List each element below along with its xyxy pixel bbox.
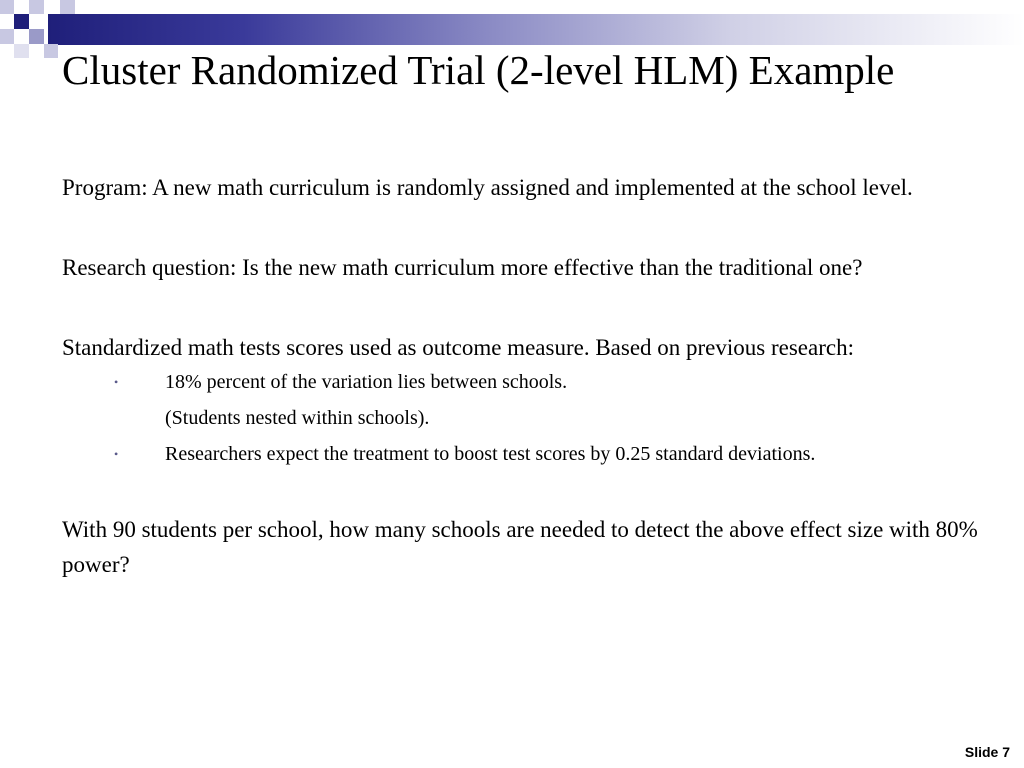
decor-square	[29, 29, 44, 44]
list-item-text: 18% percent of the variation lies between schools.	[165, 371, 568, 393]
list-item-text: (Students nested within schools).	[165, 407, 430, 429]
decor-square	[0, 29, 14, 44]
bullet-icon: •	[114, 447, 119, 461]
closing-question-paragraph: With 90 students per school, how many schools are needed to detect the above effect size with 80% power?	[62, 517, 978, 577]
decor-square	[14, 44, 29, 58]
slide-number: Slide 7	[964, 744, 1010, 760]
list-item	[62, 439, 982, 469]
header-gradient-band	[48, 14, 1024, 45]
list-item	[62, 403, 982, 433]
slide-title: Cluster Randomized Trial (2-level HLM) Example	[62, 47, 895, 93]
slide-body	[62, 170, 982, 582]
decor-square	[44, 44, 58, 58]
bullet-icon: •	[114, 375, 119, 389]
decor-square	[0, 0, 14, 14]
list-item	[62, 367, 982, 397]
decor-square	[29, 0, 44, 14]
outcome-measure-paragraph: Standardized math tests scores used as outcome measure. Based on previous research:	[62, 335, 854, 360]
research-question-paragraph: Research question: Is the new math curriculum more effective than the traditional one?	[62, 255, 863, 280]
decor-square	[14, 14, 29, 29]
program-paragraph: Program: A new math curriculum is randomly assigned and implemented at the school level.	[62, 175, 913, 200]
decor-square	[60, 0, 75, 14]
research-findings-list	[62, 367, 982, 469]
list-item-text: Researchers expect the treatment to boost test scores by 0.25 standard deviations.	[165, 443, 816, 465]
